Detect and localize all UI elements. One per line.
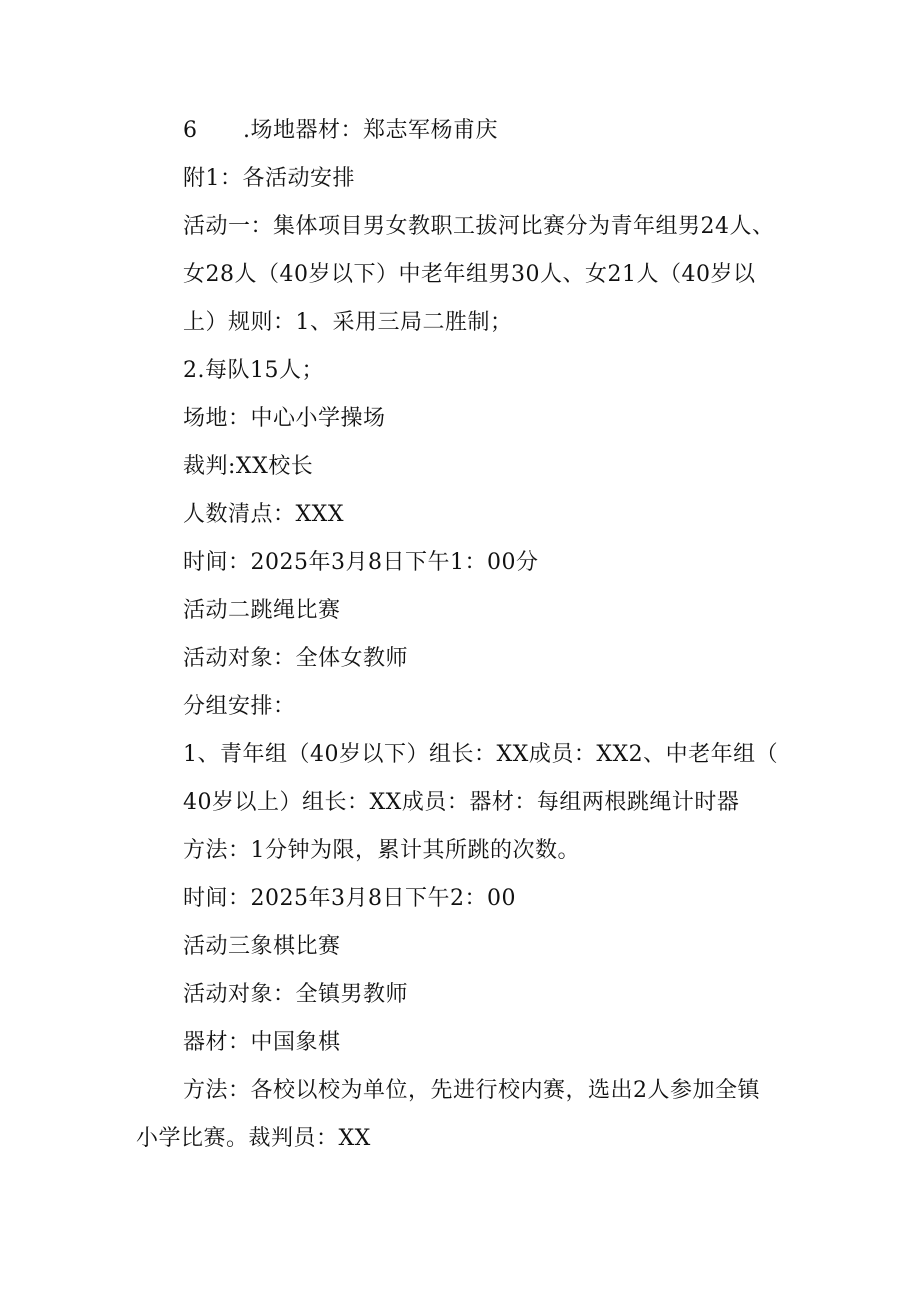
activity-2-grouping-heading: 分组安排： <box>183 694 296 719</box>
activity-1-continued: 女28人（40岁以下）中老年组男30人、女21人（40岁以 <box>183 262 756 287</box>
activity-3-title: 活动三象棋比赛 <box>183 934 341 959</box>
activity-2-groups-continued: 40岁以上）组长：XX成员：器材：每组两根跳绳计时器 <box>183 790 740 815</box>
activity-1-time: 时间：2025年3月8日下午1：00分 <box>183 550 539 575</box>
item-6-text: .场地器材：郑志军杨甫庆 <box>243 118 498 143</box>
activity-1-team-size: 2.每队15人； <box>183 358 324 383</box>
activity-2-method: 方法：1分钟为限，累计其所跳的次数。 <box>183 838 580 863</box>
activity-2-groups: 1、青年组（40岁以下）组长：XX成员：XX2、中老年组（ <box>183 742 779 767</box>
activity-3-method: 方法：各校以校为单位，先进行校内赛，选出2人参加全镇 <box>183 1078 760 1103</box>
activity-1-referee: 裁判:XX校长 <box>183 454 314 479</box>
activity-2-participants: 活动对象：全体女教师 <box>183 646 409 671</box>
activity-1-headcount: 人数清点：XXX <box>183 502 344 527</box>
item-6-line <box>183 116 498 146</box>
activity-3-equipment: 器材：中国象棋 <box>183 1030 341 1055</box>
item-number: 6 <box>183 118 198 143</box>
activity-3-method-continued: 小学比赛。裁判员：XX <box>136 1126 371 1151</box>
appendix-heading: 附1：各活动安排 <box>183 166 355 191</box>
activity-1-title: 活动一：集体项目男女教职工拔河比赛分为青年组男24人、 <box>183 214 775 239</box>
activity-2-time: 时间：2025年3月8日下午2：00 <box>183 886 516 911</box>
activity-1-venue: 场地：中心小学操场 <box>183 406 386 431</box>
activity-3-participants: 活动对象：全镇男教师 <box>183 982 409 1007</box>
activity-2-title: 活动二跳绳比赛 <box>183 598 341 623</box>
activity-1-rules: 上）规则：1、采用三局二胜制； <box>183 310 513 335</box>
